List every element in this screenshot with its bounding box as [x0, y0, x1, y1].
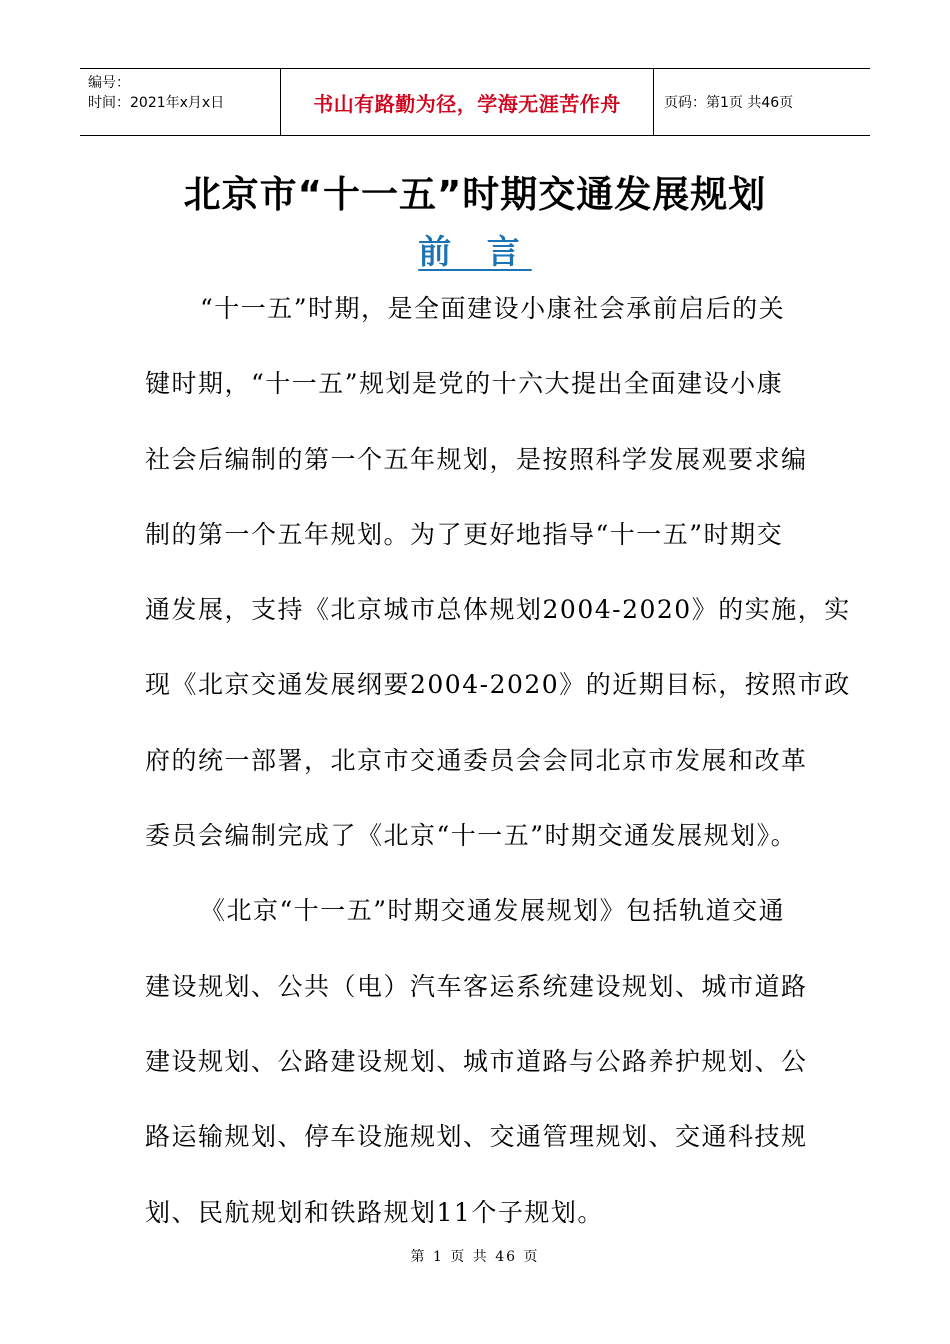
paragraph-line: 《北京“十一五”时期交通发展规划》包括轨道交通: [200, 896, 786, 926]
paragraph-line: 路运输规划、停车设施规划、交通管理规划、交通科技规: [145, 1122, 808, 1152]
document-number-label: 编号：: [88, 75, 130, 91]
header-motto: 书山有路勤为径，学海无涯苦作舟: [281, 69, 654, 135]
paragraph-line: 通发展，支持《北京城市总体规划2004-2020》的实施，实: [145, 595, 851, 625]
paragraph-line: 社会后编制的第一个五年规划，是按照科学发展观要求编: [145, 444, 808, 474]
document-body: [145, 282, 851, 1261]
paragraph-line: 建设规划、公路建设规划、城市道路与公路养护规划、公: [145, 1046, 808, 1076]
paragraph-line: 府的统一部署，北京市交通委员会会同北京市发展和改革: [145, 745, 808, 775]
paragraph-line: 划、民航规划和铁路规划11个子规划。: [145, 1197, 604, 1227]
document-title: 北京市“十一五”时期交通发展规划: [183, 173, 767, 216]
paragraph-line: 制的第一个五年规划。为了更好地指导“十一五”时期交: [145, 519, 784, 549]
paragraph-line: 委员会编制完成了《北京“十一五”时期交通发展规划》。: [145, 821, 798, 851]
paragraph-line: 建设规划、公共（电）汽车客运系统建设规划、城市道路: [145, 971, 808, 1001]
page-footer: 第 1 页 共 46 页: [410, 1249, 540, 1265]
paragraph-line: 现《北京交通发展纲要2004-2020》的近期目标，按照市政: [145, 670, 851, 700]
header-page-info: 页码：第1页 共46页: [664, 95, 794, 111]
paragraph-line: “十一五”时期，是全面建设小康社会承前启后的关: [200, 294, 786, 323]
paragraph-line: 键时期，“十一五”规划是党的十六大提出全面建设小康: [145, 369, 784, 399]
section-heading: 前 言: [418, 232, 532, 271]
header-meta: [80, 69, 281, 135]
document-header: [80, 68, 870, 136]
section-heading-container: [0, 226, 950, 273]
document-time-label: 时间：2021年x月x日: [88, 95, 225, 111]
